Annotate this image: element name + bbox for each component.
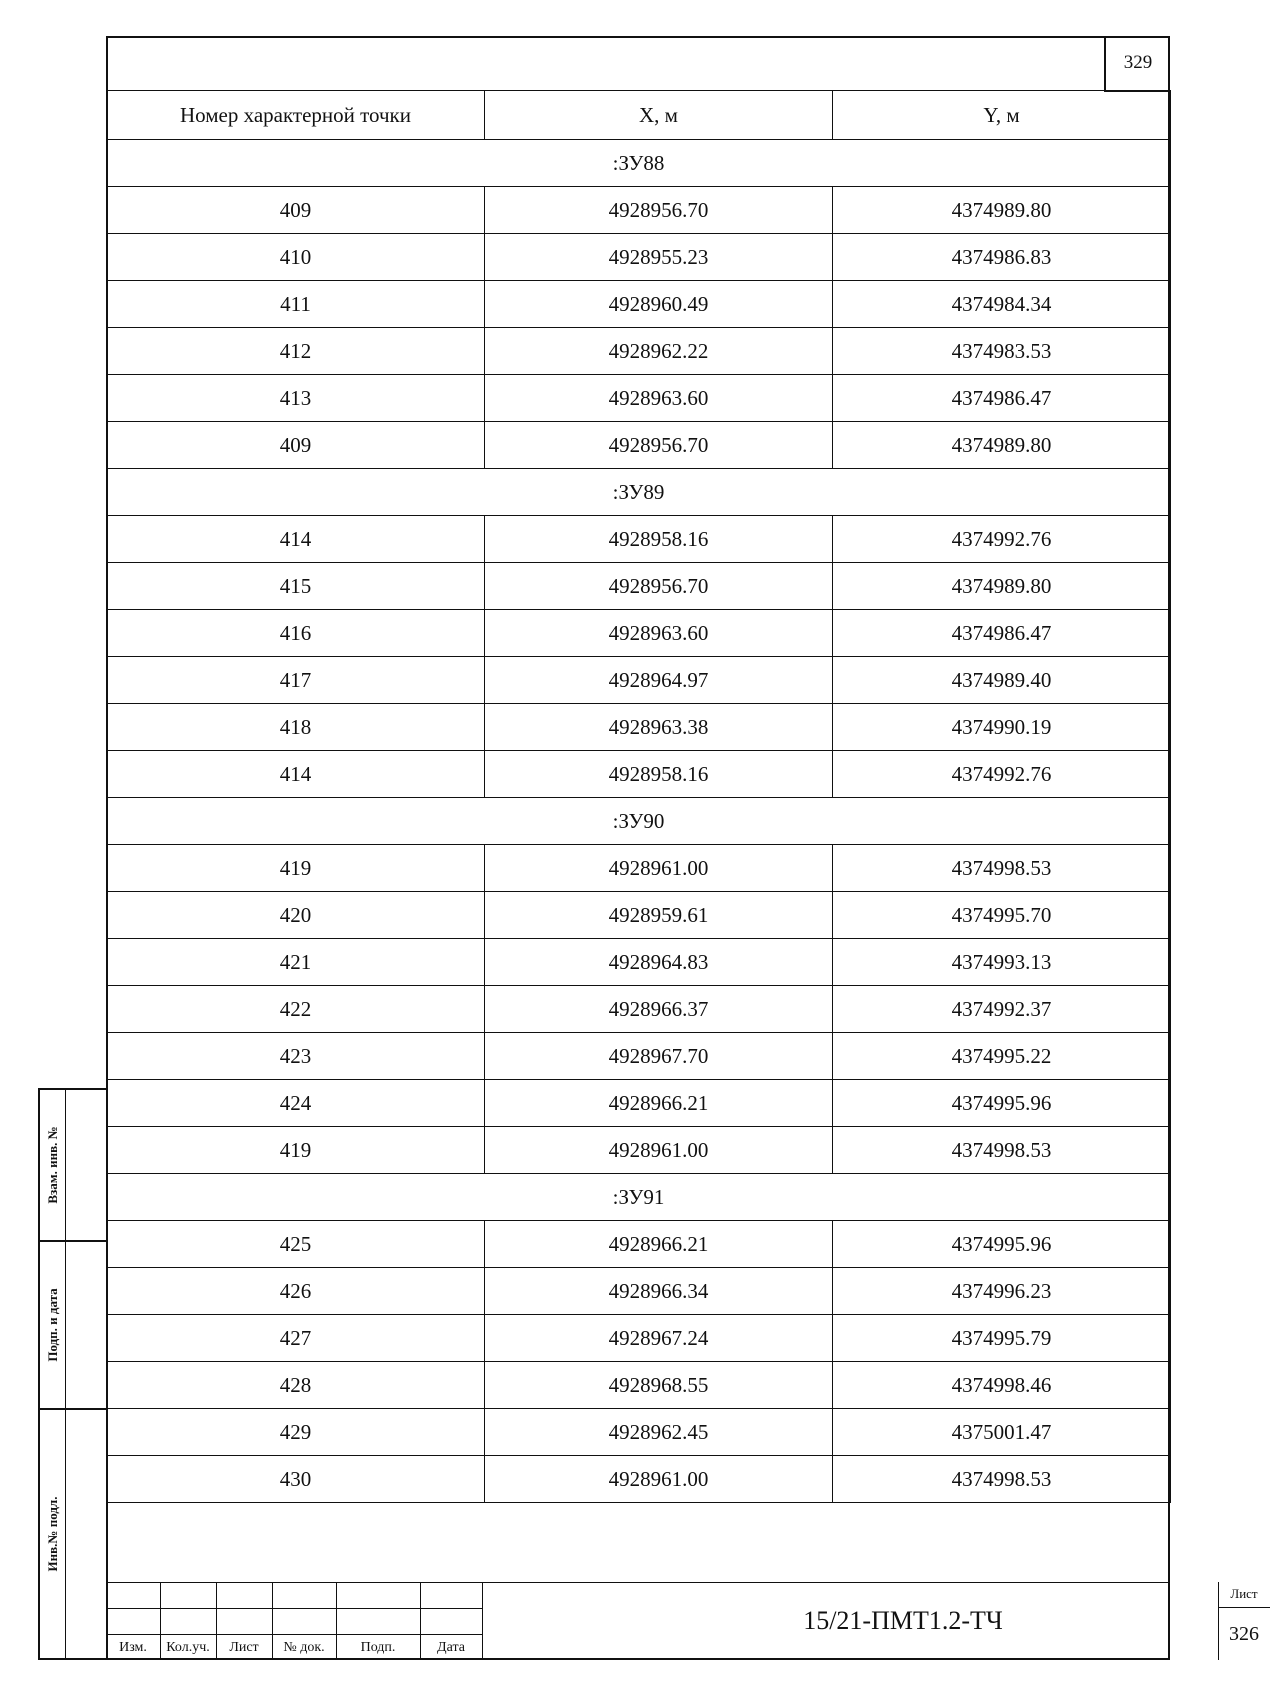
x-coordinate-cell: 4928966.34 — [485, 1268, 833, 1315]
y-coordinate-cell: 4374983.53 — [833, 328, 1171, 375]
y-coordinate-cell: 4374992.76 — [833, 751, 1171, 798]
group-header-row — [107, 469, 1171, 516]
side-stamp-inv — [38, 1408, 106, 1660]
tb-col-doc-number: № док. — [283, 1640, 325, 1655]
x-coordinate-cell: 4928956.70 — [485, 187, 833, 234]
title-block-row-line-1 — [106, 1608, 482, 1609]
table-row — [107, 1127, 1171, 1174]
table-row — [107, 939, 1171, 986]
y-coordinate-cell: 4374998.53 — [833, 1456, 1171, 1503]
table-row — [107, 610, 1171, 657]
group-name: :ЗУ91 — [107, 1174, 1171, 1221]
x-coordinate-cell: 4928963.60 — [485, 375, 833, 422]
table-row — [107, 1315, 1171, 1362]
group-header-row — [107, 798, 1171, 845]
title-block — [106, 1582, 1259, 1660]
x-coordinate-cell: 4928963.38 — [485, 704, 833, 751]
y-coordinate-cell: 4374996.23 — [833, 1268, 1171, 1315]
table-row — [107, 516, 1171, 563]
point-number-cell: 417 — [107, 657, 485, 704]
tb-col-izm: Изм. — [119, 1640, 147, 1655]
point-number-cell: 419 — [107, 1127, 485, 1174]
point-number-cell: 430 — [107, 1456, 485, 1503]
side-label-vzam: Взам. инв. № — [44, 1126, 60, 1204]
point-number-cell: 414 — [107, 516, 485, 563]
table-header-row — [107, 91, 1171, 140]
x-coordinate-cell: 4928963.60 — [485, 610, 833, 657]
x-coordinate-cell: 4928960.49 — [485, 281, 833, 328]
table-row — [107, 375, 1171, 422]
x-coordinate-cell: 4928955.23 — [485, 234, 833, 281]
point-number-cell: 429 — [107, 1409, 485, 1456]
table-row — [107, 187, 1171, 234]
sheet-value: 326 — [1229, 1622, 1259, 1645]
side-stamp-podp — [38, 1240, 106, 1410]
point-number-cell: 418 — [107, 704, 485, 751]
group-name: :ЗУ90 — [107, 798, 1171, 845]
table-row — [107, 986, 1171, 1033]
title-block-row-line-2 — [106, 1634, 482, 1635]
side-label-podp: Подп. и дата — [44, 1288, 60, 1362]
y-coordinate-cell: 4374995.79 — [833, 1315, 1171, 1362]
table-row — [107, 328, 1171, 375]
table-row — [107, 563, 1171, 610]
tb-col-podp: Подп. — [360, 1640, 396, 1655]
sheet-label: Лист — [1230, 1586, 1258, 1601]
y-coordinate-cell: 4374990.19 — [833, 704, 1171, 751]
point-number-cell: 423 — [107, 1033, 485, 1080]
group-name: :ЗУ89 — [107, 469, 1171, 516]
x-coordinate-cell: 4928967.24 — [485, 1315, 833, 1362]
y-coordinate-cell: 4374989.40 — [833, 657, 1171, 704]
y-coordinate-cell: 4374989.80 — [833, 187, 1171, 234]
x-coordinate-cell: 4928962.22 — [485, 328, 833, 375]
side-stamp-vzam — [38, 1088, 106, 1242]
document-code: 15/21-ПМТ1.2-ТЧ — [803, 1606, 1003, 1635]
x-coordinate-cell: 4928967.70 — [485, 1033, 833, 1080]
x-coordinate-cell: 4928966.37 — [485, 986, 833, 1033]
header-point-number: Номер характерной точки — [107, 91, 485, 140]
y-coordinate-cell: 4374993.13 — [833, 939, 1171, 986]
y-coordinate-cell: 4374986.47 — [833, 375, 1171, 422]
y-coordinate-cell: 4374995.70 — [833, 892, 1171, 939]
point-number-cell: 409 — [107, 187, 485, 234]
y-coordinate-cell: 4374995.22 — [833, 1033, 1171, 1080]
table-row — [107, 892, 1171, 939]
point-number-cell: 425 — [107, 1221, 485, 1268]
table-row — [107, 1033, 1171, 1080]
table-row — [107, 1456, 1171, 1503]
table-row — [107, 422, 1171, 469]
sheet-number: 329 — [1104, 36, 1170, 92]
x-coordinate-cell: 4928966.21 — [485, 1080, 833, 1127]
group-header-row — [107, 140, 1171, 187]
y-coordinate-cell: 4374998.53 — [833, 1127, 1171, 1174]
point-number-cell: 427 — [107, 1315, 485, 1362]
x-coordinate-cell: 4928956.70 — [485, 422, 833, 469]
y-coordinate-cell: 4374986.47 — [833, 610, 1171, 657]
x-coordinate-cell: 4928958.16 — [485, 751, 833, 798]
y-coordinate-cell: 4374992.76 — [833, 516, 1171, 563]
y-coordinate-cell: 4374992.37 — [833, 986, 1171, 1033]
group-header-row — [107, 1174, 1171, 1221]
x-coordinate-cell: 4928968.55 — [485, 1362, 833, 1409]
x-coordinate-cell: 4928961.00 — [485, 1127, 833, 1174]
point-number-cell: 428 — [107, 1362, 485, 1409]
table-row — [107, 845, 1171, 892]
coordinates-table — [106, 90, 1171, 1503]
y-coordinate-cell: 4374995.96 — [833, 1221, 1171, 1268]
point-number-cell: 416 — [107, 610, 485, 657]
y-coordinate-cell: 4374998.46 — [833, 1362, 1171, 1409]
point-number-cell: 421 — [107, 939, 485, 986]
table-body — [107, 140, 1171, 1503]
table-row — [107, 1362, 1171, 1409]
table-row — [107, 234, 1171, 281]
x-coordinate-cell: 4928959.61 — [485, 892, 833, 939]
x-coordinate-cell: 4928964.97 — [485, 657, 833, 704]
table-row — [107, 1268, 1171, 1315]
y-coordinate-cell: 4375001.47 — [833, 1409, 1171, 1456]
y-coordinate-cell: 4374989.80 — [833, 422, 1171, 469]
table-row — [107, 281, 1171, 328]
header-y: Y, м — [833, 91, 1171, 140]
point-number-cell: 409 — [107, 422, 485, 469]
point-number-cell: 420 — [107, 892, 485, 939]
point-number-cell: 415 — [107, 563, 485, 610]
x-coordinate-cell: 4928956.70 — [485, 563, 833, 610]
table-row — [107, 751, 1171, 798]
y-coordinate-cell: 4374986.83 — [833, 234, 1171, 281]
coordinates-table-wrapper — [106, 90, 1170, 1503]
point-number-cell: 422 — [107, 986, 485, 1033]
point-number-cell: 411 — [107, 281, 485, 328]
point-number-cell: 412 — [107, 328, 485, 375]
x-coordinate-cell: 4928966.21 — [485, 1221, 833, 1268]
tb-col-data: Дата — [437, 1640, 465, 1655]
y-coordinate-cell: 4374995.96 — [833, 1080, 1171, 1127]
x-coordinate-cell: 4928961.00 — [485, 1456, 833, 1503]
table-row — [107, 1409, 1171, 1456]
tb-col-list: Лист — [229, 1640, 259, 1655]
y-coordinate-cell: 4374989.80 — [833, 563, 1171, 610]
point-number-cell: 424 — [107, 1080, 485, 1127]
point-number-cell: 410 — [107, 234, 485, 281]
point-number-cell: 426 — [107, 1268, 485, 1315]
table-row — [107, 704, 1171, 751]
side-label-inv: Инв.№ подл. — [44, 1496, 60, 1572]
x-coordinate-cell: 4928958.16 — [485, 516, 833, 563]
y-coordinate-cell: 4374998.53 — [833, 845, 1171, 892]
title-block-col-line — [482, 1582, 483, 1660]
tb-col-kol-uch: Кол.уч. — [166, 1640, 210, 1655]
y-coordinate-cell: 4374984.34 — [833, 281, 1171, 328]
table-row — [107, 1221, 1171, 1268]
table-row — [107, 657, 1171, 704]
header-x: X, м — [485, 91, 833, 140]
point-number-cell: 413 — [107, 375, 485, 422]
x-coordinate-cell: 4928964.83 — [485, 939, 833, 986]
group-name: :ЗУ88 — [107, 140, 1171, 187]
point-number-cell: 419 — [107, 845, 485, 892]
point-number-cell: 414 — [107, 751, 485, 798]
x-coordinate-cell: 4928962.45 — [485, 1409, 833, 1456]
table-row — [107, 1080, 1171, 1127]
x-coordinate-cell: 4928961.00 — [485, 845, 833, 892]
